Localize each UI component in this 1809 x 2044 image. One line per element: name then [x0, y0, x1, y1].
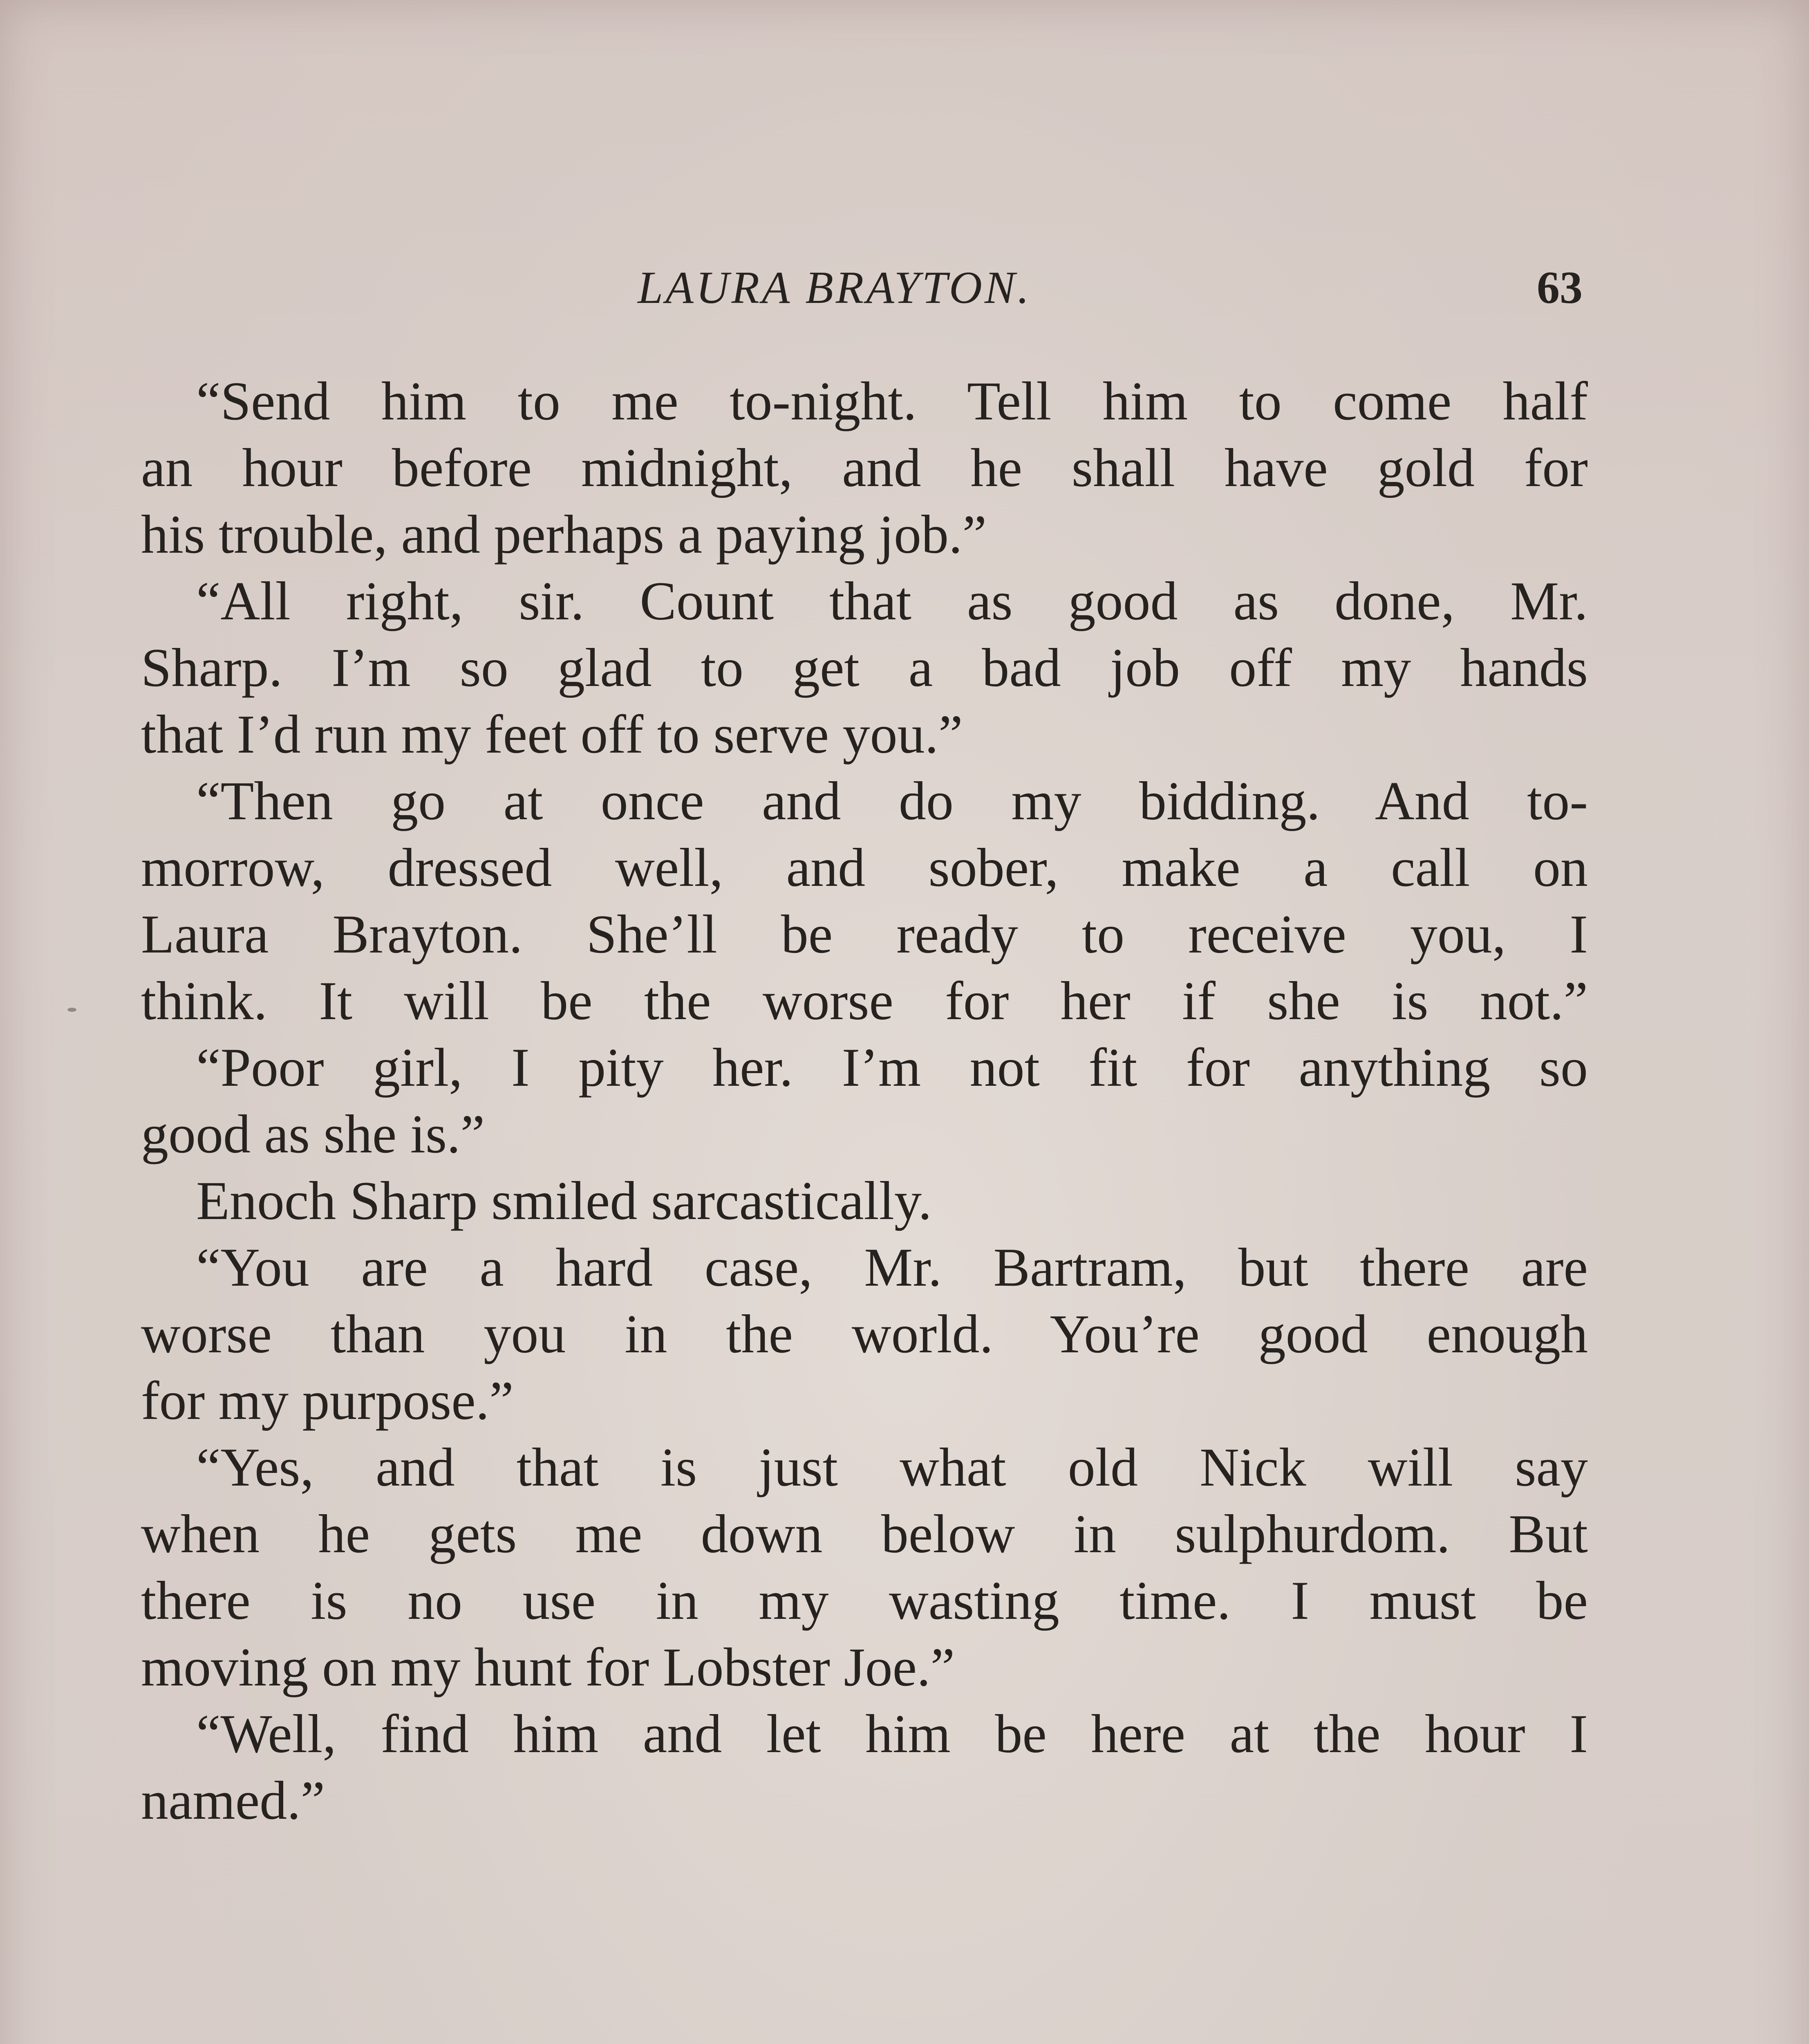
text-line: think. It will be the worse for her if she is not.”	[141, 970, 1588, 1031]
text-line: Sharp. I’m so glad to get a bad job off my hands	[141, 637, 1588, 698]
text-line: “You are a hard case, Mr. Bartram, but there are	[196, 1237, 1588, 1298]
text-line: for my purpose.”	[141, 1370, 514, 1431]
text-line: there is no use in my wasting time. I must be	[141, 1570, 1588, 1631]
body-text	[141, 368, 1588, 1834]
page-number: 63	[1537, 262, 1583, 313]
text-line: “All right, sir. Count that as good as done, Mr.	[196, 571, 1588, 631]
text-line: named.”	[141, 1770, 325, 1831]
text-line: “Then go at once and do my bidding. And to-	[196, 771, 1588, 831]
text-line: “Send him to me to-night. Tell him to come half	[196, 371, 1588, 431]
text-line: his trouble, and perhaps a paying job.”	[141, 504, 987, 565]
text-line: an hour before midnight, and he shall have gold for	[141, 437, 1588, 498]
text-line: “Well, find him and let him be here at the hour I	[196, 1703, 1588, 1764]
paper-speck	[67, 1008, 76, 1012]
text-line: that I’d run my feet off to serve you.”	[141, 704, 963, 764]
text-line: moving on my hunt for Lobster Joe.”	[141, 1637, 955, 1697]
text-line: Laura Brayton. She’ll be ready to receive you, I	[141, 904, 1588, 964]
text-line: Enoch Sharp smiled sarcastically.	[196, 1170, 932, 1231]
text-line: good as she is.”	[141, 1104, 485, 1164]
running-title: LAURA BRAYTON.	[638, 262, 1032, 313]
text-line: morrow, dressed well, and sober, make a call on	[141, 837, 1588, 898]
text-line: worse than you in the world. You’re good enough	[141, 1304, 1588, 1364]
text-line: “Yes, and that is just what old Nick will say	[196, 1437, 1588, 1497]
text-line: when he gets me down below in sulphurdom. But	[141, 1504, 1588, 1564]
text-line: “Poor girl, I pity her. I’m not fit for anything so	[196, 1037, 1588, 1098]
